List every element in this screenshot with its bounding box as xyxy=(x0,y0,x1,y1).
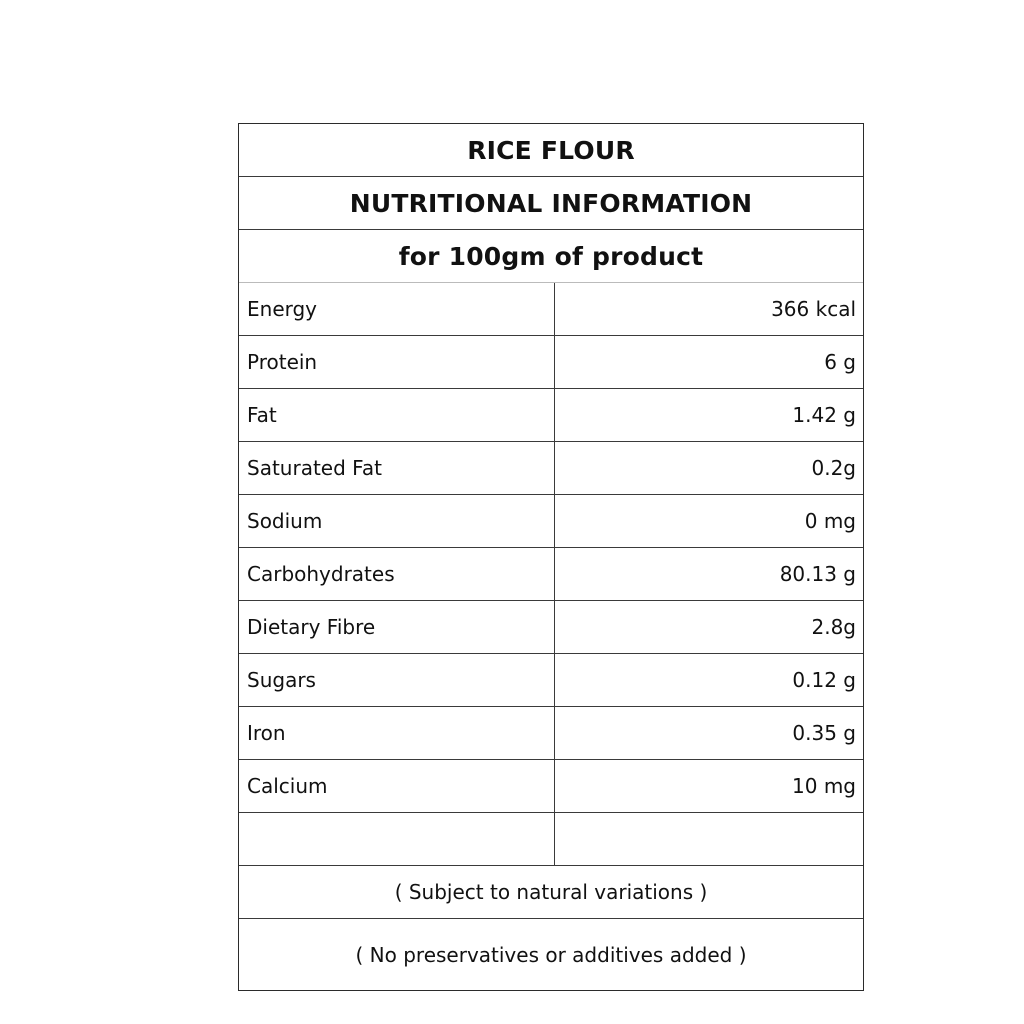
nutrient-name: Dietary Fibre xyxy=(239,601,555,653)
nutrient-row-saturated-fat xyxy=(239,442,863,495)
nutrient-name: Carbohydrates xyxy=(239,548,555,600)
nutrient-name: Calcium xyxy=(239,760,555,812)
nutrient-value: 366 kcal xyxy=(771,297,856,321)
nutrient-row-protein xyxy=(239,336,863,389)
nutrient-row-sugars xyxy=(239,654,863,707)
nutrient-row-dietary-fibre xyxy=(239,601,863,654)
nutrient-row-calcium xyxy=(239,760,863,813)
nutrient-name: Protein xyxy=(239,336,555,388)
section-title: NUTRITIONAL INFORMATION xyxy=(239,177,863,230)
nutrient-name: Fat xyxy=(239,389,555,441)
nutrient-value: 1.42 g xyxy=(792,403,856,427)
nutrient-row-empty xyxy=(239,813,863,866)
nutrition-label-table xyxy=(238,123,864,991)
nutrient-value: 80.13 g xyxy=(779,562,856,586)
nutrient-row-carbohydrates xyxy=(239,548,863,601)
nutrient-name: Saturated Fat xyxy=(239,442,555,494)
nutrient-value: 0.35 g xyxy=(792,721,856,745)
preservatives-note: ( No preservatives or additives added ) xyxy=(355,942,747,967)
nutrient-name: Energy xyxy=(239,283,555,335)
serving-basis: for 100gm of product xyxy=(239,230,863,283)
nutrient-name: Iron xyxy=(239,707,555,759)
nutrient-value: 0.12 g xyxy=(792,668,856,692)
nutrient-value: 10 mg xyxy=(792,774,856,798)
nutrient-value: 0 mg xyxy=(804,509,856,533)
nutrient-row-fat xyxy=(239,389,863,442)
nutrient-value: 2.8g xyxy=(811,615,856,639)
nutrient-value: 0.2g xyxy=(811,456,856,480)
nutrient-row-energy xyxy=(239,283,863,336)
product-name: RICE FLOUR xyxy=(239,124,863,177)
nutrient-name: Sodium xyxy=(239,495,555,547)
nutrient-value: 6 g xyxy=(824,350,856,374)
nutrient-row-iron xyxy=(239,707,863,760)
variation-note: ( Subject to natural variations ) xyxy=(239,866,863,919)
nutrient-row-sodium xyxy=(239,495,863,548)
nutrient-name: Sugars xyxy=(239,654,555,706)
nutrient-value xyxy=(555,813,863,865)
nutrient-name xyxy=(239,813,555,865)
